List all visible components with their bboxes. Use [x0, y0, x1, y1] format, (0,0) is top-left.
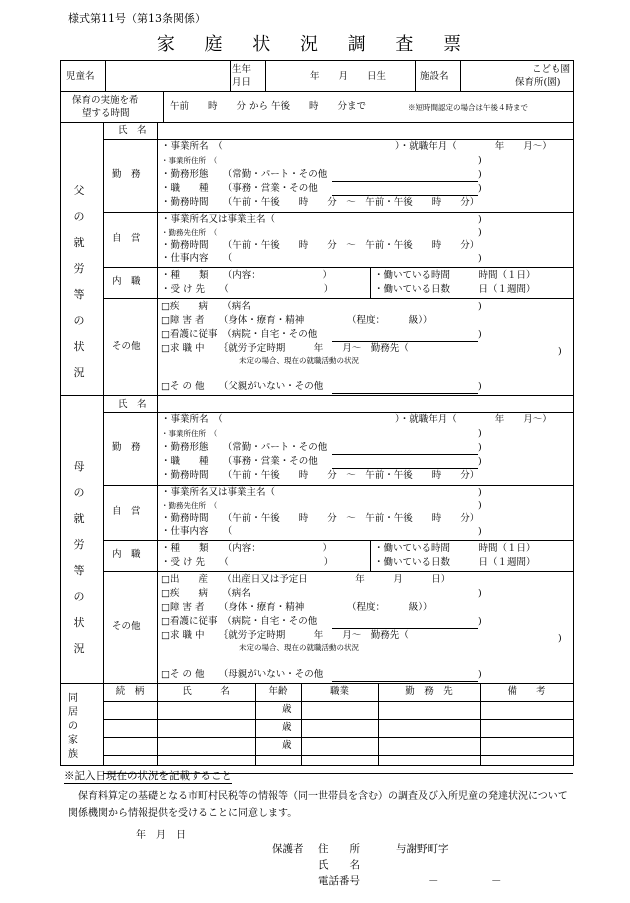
father-home-client: ・受 け 先 （ ）: [161, 284, 334, 295]
father-home-type: ・種 類 （内容： ）: [161, 270, 333, 281]
rule-line: [332, 393, 478, 394]
outer-top: [60, 60, 573, 61]
rule-line: [157, 683, 158, 765]
rule-line: [103, 683, 104, 765]
mother-side-label: [72, 458, 86, 666]
mother-home-client: ・受 け 先 （ ）: [161, 557, 334, 568]
father-emp-close-0: ): [478, 155, 482, 166]
father-home-days: ・働いている日数 日（１週間）: [374, 284, 536, 295]
rule-line: [460, 60, 461, 91]
father-self-close-1: ): [478, 227, 482, 238]
father-other-other-close: ): [478, 381, 482, 392]
rule-line: [103, 540, 573, 541]
rule-line: [103, 571, 573, 572]
address-label: 住 所: [318, 843, 360, 855]
father-employment-label: 勤 務: [112, 169, 141, 180]
consent-text: 保育料算定の基礎となる市町村民税等の情報等（同一世帯員を含む）の調査及び入所児童の発達状況について関係機関から情報提供を受けることに同意します。: [68, 791, 568, 819]
hours-label-1: 保育の実施を希: [72, 95, 139, 106]
father-emp-job: ・職 種 （事務・営業・その他: [161, 183, 318, 194]
rule-line: [157, 122, 158, 395]
rule-line: [230, 60, 231, 91]
rule-line: [103, 737, 573, 738]
father-other-job-close: ): [558, 346, 562, 357]
mother-self-close-1: ): [478, 500, 482, 511]
father-emp-hours: ・勤務時間 （午前・午後 時 分 ～ 午前・午後 時 分）: [161, 197, 480, 208]
mother-other-job-seek-note: 未定の場合、現在の就職活動の状況: [239, 643, 359, 652]
mother-other-other: □そ の 他 （母親がいない・その他: [161, 669, 324, 680]
mother-self-close-2: ): [478, 526, 482, 537]
family-age-unit-3: 歳: [282, 740, 292, 751]
rule-line: [332, 681, 478, 682]
father.side_label-char-1: の: [73, 210, 85, 223]
father-section-end: [60, 395, 573, 396]
rule-line: [332, 468, 478, 469]
rule-line: [378, 683, 379, 765]
address-value: 与謝野町字: [396, 843, 449, 855]
father-emp-close-2: ): [478, 183, 482, 194]
mother-home-days: ・働いている日数 日（１週間）: [374, 557, 536, 568]
mother-other-nursing-close: ): [478, 616, 482, 627]
birth-label-1: 生年: [232, 64, 252, 75]
mother.side_label-char-2: 就: [73, 512, 85, 525]
facility-kodomoen: こども園: [532, 64, 571, 75]
mother-other-birth: □出 産 （出産日又は予定日 年 月 日）: [161, 574, 451, 585]
rule-line: [103, 212, 573, 213]
mother.side_label-char-0: 母: [73, 460, 85, 473]
birth-value: 年 月 日生: [310, 71, 387, 82]
mother-emp-close-2: ): [478, 456, 482, 467]
mother.side_label-char-1: の: [73, 486, 85, 499]
father-emp-close-1: ): [478, 169, 482, 180]
rule-line: [157, 395, 158, 683]
rule-line: [255, 683, 256, 765]
family-header-4: 勤 務 先: [405, 686, 453, 697]
birth-label-2: 月日: [232, 77, 252, 88]
mother-home-type: ・種 類 （内容： ）: [161, 543, 333, 554]
father.side_label-char-0: 父: [73, 184, 85, 197]
father.side_label-char-4: 等: [73, 288, 85, 301]
mother.side_label-char-7: 況: [73, 642, 85, 655]
mother-employment-label: 勤 務: [112, 442, 141, 453]
father-emp-office: ・事業所名 （: [161, 141, 223, 152]
phone-label: 電話番号: [318, 875, 360, 887]
family-header-3: 職業: [329, 686, 349, 697]
mother-other-disability: □障 害 者 （身体・療育・精神 （程度： 級））: [161, 602, 433, 613]
rule-line: [103, 412, 573, 413]
family.side_label-char-0: 同: [68, 693, 78, 704]
family-side-label: [66, 692, 80, 762]
rule-line: [415, 60, 416, 91]
rule-line: [103, 267, 573, 268]
mother-section-end: [60, 683, 573, 684]
outer-bottom: [60, 765, 573, 766]
family-header-5: 備 考: [507, 686, 546, 697]
outer-right: [573, 60, 574, 766]
rule-line: [163, 91, 164, 122]
mother-self-close-0: ): [478, 487, 482, 498]
rule-line: [103, 719, 573, 720]
mother.side_label-char-3: 労: [73, 538, 85, 551]
mother-emp-job: ・職 種 （事務・営業・その他: [161, 456, 318, 467]
mother-home-work-label: 内 職: [112, 549, 141, 560]
rule-line: [332, 341, 478, 342]
family.side_label-char-2: の: [68, 721, 78, 732]
rule-line: [265, 60, 266, 91]
rule-line: [105, 60, 106, 91]
rule-line: [301, 683, 302, 765]
father-home-work-label: 内 職: [112, 276, 141, 287]
mother-other-job-close: ): [558, 633, 562, 644]
father-home-hours: ・働いている時間 時間（１日）: [374, 270, 536, 281]
father-emp-address: ・事業所住所 （: [161, 156, 218, 165]
hours-label-2: 望する時間: [82, 108, 130, 119]
rule-line: [370, 267, 371, 298]
child-name-label: 児童名: [66, 71, 95, 82]
father-self-content: ・仕事内容 （: [161, 253, 233, 264]
form-title: 家 庭 状 況 調 査 票: [156, 34, 474, 55]
father.side_label-char-2: 就: [73, 236, 85, 249]
mother-other-illness: □疾 病 （病名: [161, 588, 251, 599]
mother-other-nursing: □看護に従事 （病院・自宅・その他: [161, 616, 318, 627]
father-self-address: ・勤務先住所 （: [161, 228, 218, 237]
family-header-0: 続 柄: [115, 686, 145, 697]
mother-emp-type: ・勤務形態 （常勤・パート・その他: [161, 442, 328, 453]
family.side_label-char-4: 族: [68, 749, 78, 760]
father-other-other: □そ の 他 （父親がいない・その他: [161, 381, 324, 392]
father-emp-type: ・勤務形態 （常勤・パート・その他: [161, 169, 328, 180]
father-other-nursing-close: ): [478, 329, 482, 340]
mother-self-content: ・仕事内容 （: [161, 526, 233, 537]
rule-line: [103, 395, 104, 683]
rule-line: [332, 181, 478, 182]
outer-left: [60, 60, 61, 765]
rule-line: [103, 298, 573, 299]
father-self-employed-label: 自 営: [112, 233, 141, 244]
father.side_label-char-6: 状: [73, 340, 85, 353]
family-header-2: 年齢: [268, 686, 288, 697]
rule-line: [60, 91, 573, 92]
phone-dashes: － －: [428, 875, 502, 887]
mother-name-label: 氏 名: [118, 399, 147, 410]
father-side-label: [72, 182, 86, 390]
father-self-close-0: ): [478, 214, 482, 225]
rule-line: [103, 485, 573, 486]
mother-emp-close-0: ): [478, 428, 482, 439]
mother-emp-office: ・事業所名 （: [161, 414, 223, 425]
father.side_label-char-3: 労: [73, 262, 85, 275]
mother-emp-start-date: ）・就職年月（ 年 月～）: [395, 414, 552, 425]
family-header-1: 氏 名: [182, 686, 230, 697]
rule-line: [103, 701, 573, 702]
father-name-label: 氏 名: [118, 125, 147, 136]
father.side_label-char-5: の: [73, 314, 85, 327]
signature-name-label: 氏 名: [318, 859, 360, 871]
father-self-close-2: ): [478, 253, 482, 264]
family-age-unit-2: 歳: [282, 722, 292, 733]
mother-other-label: その他: [112, 621, 141, 632]
mother-other-illness-close: ): [478, 588, 482, 599]
rule-line: [103, 139, 573, 140]
mother.side_label-char-6: 状: [73, 616, 85, 629]
rule-line: [332, 454, 478, 455]
father-other-nursing: □看護に従事 （病院・自宅・その他: [161, 329, 318, 340]
mother-emp-address: ・事業所住所 （: [161, 429, 218, 438]
family-age-unit-1: 歳: [282, 704, 292, 715]
family.side_label-char-1: 居: [68, 707, 78, 718]
facility-label: 施設名: [420, 71, 449, 82]
father-other-illness-close: ): [478, 301, 482, 312]
father-other-label: その他: [112, 341, 141, 352]
rule-line: [370, 540, 371, 571]
father-other-job-seek: □求 職 中 ｛就労予定時期 年 月～ 勤務先（: [161, 343, 409, 354]
mother.side_label-char-5: の: [73, 590, 85, 603]
family.side_label-char-3: 家: [68, 735, 78, 746]
form-table: [60, 60, 573, 765]
mother-emp-close-1: ): [478, 442, 482, 453]
father-other-illness: □疾 病 （病名: [161, 301, 251, 312]
father.side_label-char-7: 況: [73, 366, 85, 379]
mother-self-employed-label: 自 営: [112, 506, 141, 517]
father-other-job-seek-note: 未定の場合、現在の就職活動の状況: [239, 356, 359, 365]
rule-line: [332, 195, 478, 196]
rule-line: [103, 755, 573, 756]
date-line: 年 月 日: [136, 830, 186, 841]
rule-line: [480, 683, 481, 765]
guardian-label: 保護者: [272, 843, 304, 855]
facility-hoikusho: 保育所(園): [515, 77, 561, 88]
form-number: 様式第11号（第13条関係）: [68, 12, 206, 25]
rule-line: [103, 122, 104, 395]
mother-emp-hours: ・勤務時間 （午前・午後 時 分 ～ 午前・午後 時 分）: [161, 470, 480, 481]
rule-line: [332, 628, 478, 629]
father-emp-start-date: ）・就職年月（ 年 月～）: [395, 141, 552, 152]
mother-self-address: ・勤務先住所 （: [161, 501, 218, 510]
mother-self-hours: ・勤務時間 （午前・午後 時 分 ～ 午前・午後 時 分）: [161, 513, 480, 524]
mother-other-job-seek: □求 職 中 ｛就労予定時期 年 月～ 勤務先（: [161, 630, 409, 641]
mother-self-name: ・事業所名又は事業主名（: [161, 487, 276, 498]
mother.side_label-char-4: 等: [73, 564, 85, 577]
mother-home-hours: ・働いている時間 時間（１日）: [374, 543, 536, 554]
father-other-disability: □障 害 者 （身体・療育・精神 （程度： 級））: [161, 315, 433, 326]
mother-other-other-close: ): [478, 669, 482, 680]
footer-note: ※記入日現在の状況を記載すること: [64, 770, 232, 782]
father-self-hours: ・勤務時間 （午前・午後 時 分 ～ 午前・午後 時 分）: [161, 240, 480, 251]
rule-line: [60, 122, 573, 123]
hours-value: 午前 時 分 から 午後 時 分まで: [170, 101, 367, 112]
hours-note: ※短時間認定の場合は午後４時まで: [408, 103, 528, 112]
father-self-name: ・事業所名又は事業主名（: [161, 214, 276, 225]
